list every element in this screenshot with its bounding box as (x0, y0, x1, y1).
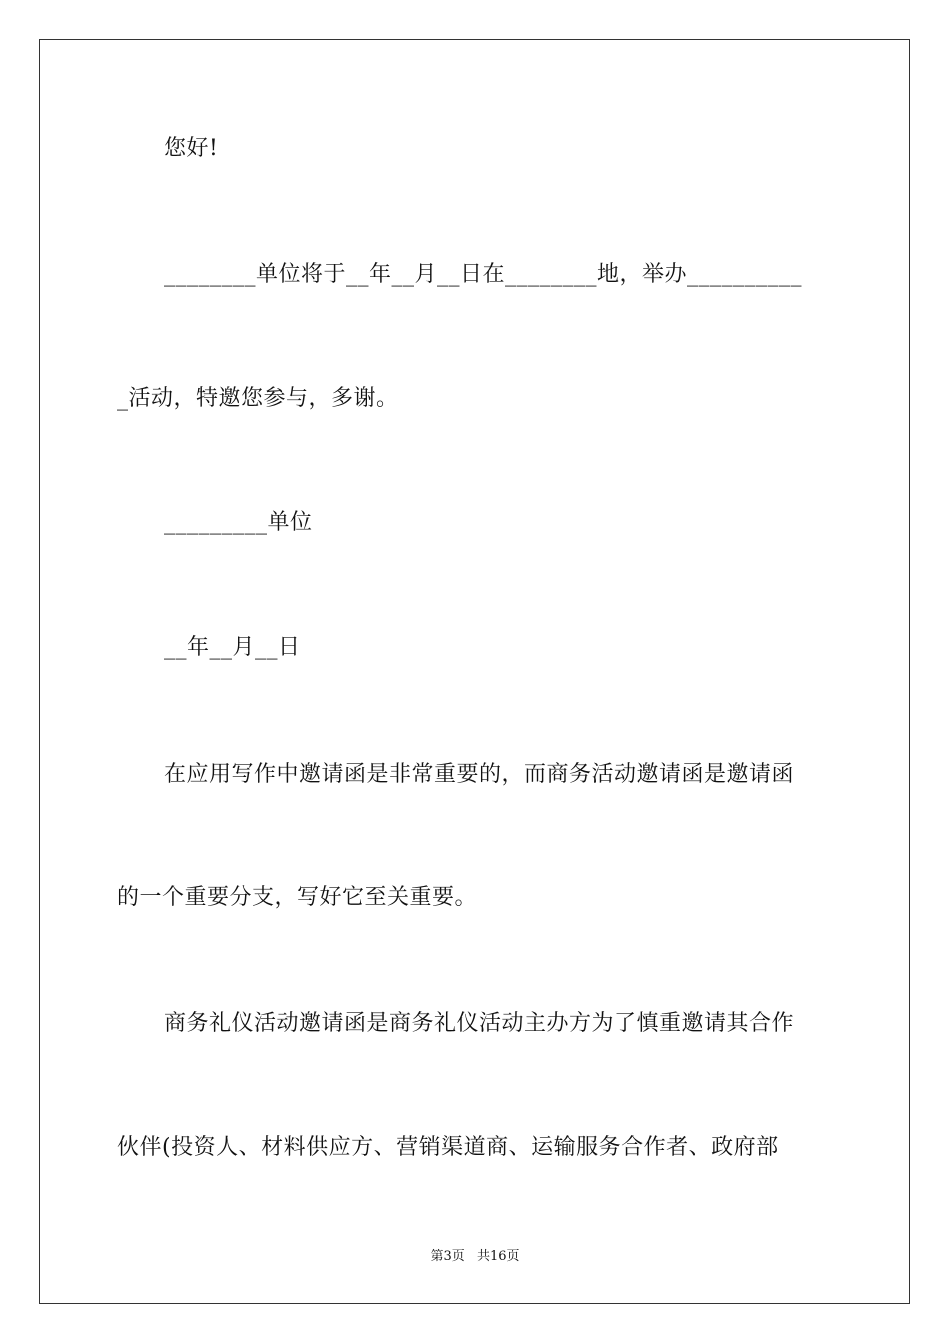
greeting-line: 您好! (164, 136, 219, 161)
body-line-2: _活动，特邀您参与，多谢。 (117, 386, 399, 411)
paragraph-1-line-1: 在应用写作中邀请函是非常重要的，而商务活动邀请函是邀请函 (164, 762, 795, 787)
paragraph-2-line-2: 伙伴(投资人、材料供应方、营销渠道商、运输服务合作者、政府部 (117, 1135, 779, 1160)
paragraph-1-line-2: 的一个重要分支，写好它至关重要。 (117, 885, 478, 910)
signature-date-line: __年__月__日 (164, 635, 301, 660)
page-footer (0, 1248, 950, 1266)
page-total: 共16页 (476, 1249, 520, 1264)
page-number: 第3页 (430, 1249, 465, 1264)
page-border (39, 39, 910, 1304)
body-line-1: ________单位将于__年__月__日在________地，举办__________ (164, 262, 803, 287)
paragraph-2-line-1: 商务礼仪活动邀请函是商务礼仪活动主办方为了慎重邀请其合作 (164, 1011, 795, 1036)
signature-unit-line: _________单位 (164, 510, 313, 535)
